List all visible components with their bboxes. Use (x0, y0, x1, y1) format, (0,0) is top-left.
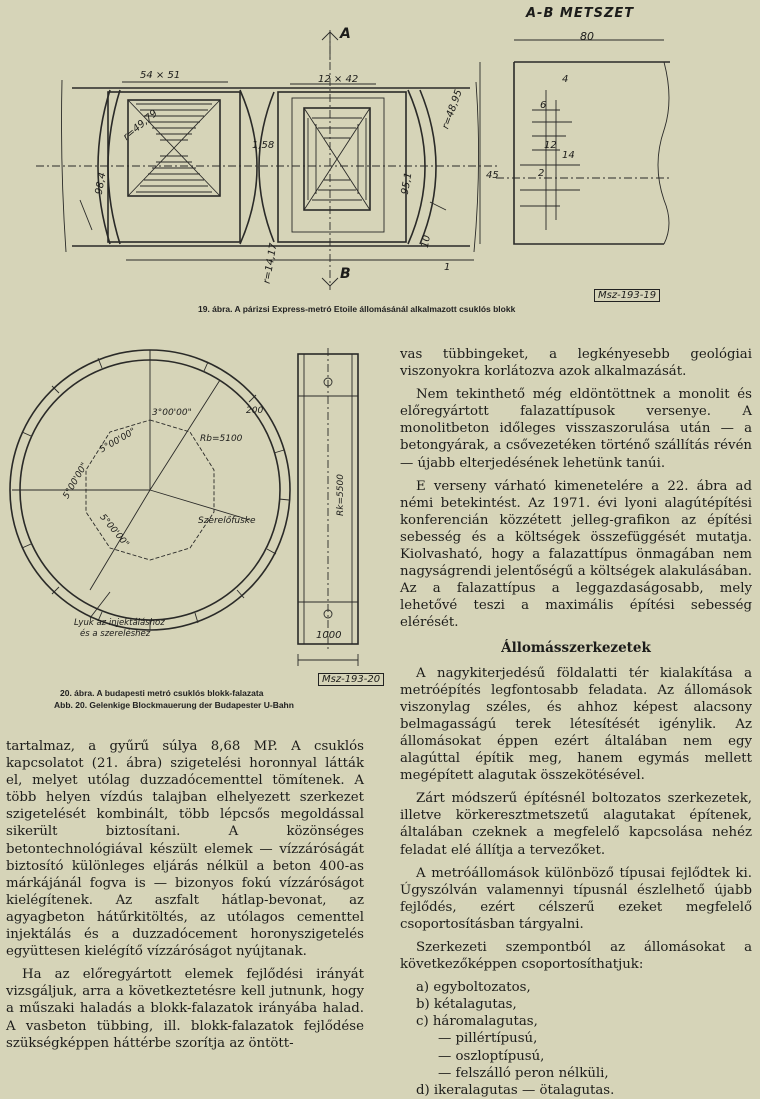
station-type-list (400, 979, 752, 1099)
section-title: A-B METSZET (526, 6, 635, 21)
hole-label: és a szereléshez (80, 629, 151, 639)
radius-label: r=14,17 (261, 242, 280, 285)
radius-label: r=49,79 (121, 108, 160, 143)
list-item: d) ikeralagutas — ötalagutas. (416, 1082, 615, 1098)
list-item: — oszloptípusú, (438, 1048, 545, 1064)
figure-caption: 19. ábra. A párizsi Express-metró Etoile állomásánál alkalmazott csuklós blokk (198, 304, 516, 314)
paragraph: A nagykiterjedésű földalatti tér kialakítása a metróépítés legfontosabb feladata. Az állomások viszonylag széles, és ahhoz képest alacsony belmagasságú terek létesítését igénylik. Az állomásokat éppen ezért általában nem egy alagúttal építik meg, hanem egymás mellett megépített alagutak összekötésével. (400, 665, 752, 784)
figure-20-drawing (0, 340, 400, 720)
hole-label: Lyuk az injektáláshoz (74, 618, 165, 628)
dim-label: 4 (562, 74, 569, 85)
angle-label: 5°00'00" (61, 461, 91, 501)
right-column (400, 346, 752, 1099)
paragraph: A metróállomások különböző típusai fejlődtek ki. Úgyszólván valamennyi típusnál észlelhető újabb fejlődés, ezért célszerű ezeket megfelelő csoportosításban tárgyalni. (400, 865, 752, 932)
paragraph: tartalmaz, a gyűrű súlya 8,68 MP. A csuklós kapcsolatot (21. ábra) szigetelési horonnyal látták el, melyet utólag duzzadócementtel tömítenek. A több helyen vízdús talajban elhelyezett szerkezet szigetelését kombinált, több lépcsős megoldással sikerült biztosítani. A közönséges betontechnológiával készült elemek — vízzáróságát biztosító különleges eljárás nélkül a beton 400-as márkájánál fogva is — bizonyos fokú vízzáróságot kielégítenek. Az aszfalt hátlap-bevonat, az agyagbeton hátűrkitöltés, az utólagos cementtel injektálás és a duzzadócement horonyszigetelés együttesen kielégítő vízzáróságot nyújtanak. (6, 739, 364, 960)
outer-radius-label: Rk=5500 (335, 474, 346, 516)
left-column (6, 738, 364, 1058)
paragraph: E verseny várható kimenetelére a 22. ábra ad némi betekintést. Az 1971. évi lyoni alagútépítési konferencián közzétett jelleg-grafikon az építési sebesség és a költségek összefüggését mutatja. Kiolvasható, hogy a falazattípus önmagában nem nagyságrendi jelentőségű a költségek alakulásában. Az a falazattípus a leggazdaságosabb, mely lehetővé teszi a maximális építési sebesség elérését. (400, 478, 752, 631)
list-item: a) egyboltozatos, (416, 980, 531, 996)
dim-label: 1 (444, 262, 451, 273)
section-heading: Állomásszerkezetek (501, 639, 651, 656)
figure-caption: 20. ábra. A budapesti metró csuklós blokk-falazata (60, 688, 264, 698)
list-item: b) kétalagutas, (416, 997, 517, 1013)
marker-a: A (340, 26, 351, 42)
dim-label: 12 × 42 (318, 74, 359, 85)
figure-stamp: Msz-193-19 (594, 289, 660, 302)
width-label: 1000 (316, 630, 342, 641)
list-item: — felszálló peron nélküli, (438, 1065, 609, 1081)
figure-20 (0, 340, 400, 720)
dim-label: 98,4 (93, 171, 109, 196)
list-item: c) háromalagutas, (416, 1014, 538, 1030)
dim-label: 45 (486, 170, 499, 181)
dim-label: 95,1 (399, 171, 415, 196)
radius-label: r=48,95 (440, 88, 465, 131)
paragraph: Szerkezeti szempontból az állomásokat a következőképpen csoportosíthatjuk: (400, 940, 752, 973)
dim-label: 1,58 (252, 140, 275, 151)
thickness-label: 200 (246, 406, 264, 416)
radius-label: Rb=5100 (200, 434, 243, 444)
dim-label: 2 (538, 168, 545, 179)
paragraph: Zárt módszerű építésnél boltozatos szerkezetek, illetve körkeresztmetszetű alagutakat építenek, általában czeknek a megfelelő kapcsolása nehéz feladat elé állítja a tervezőket. (400, 791, 752, 858)
figure-19-drawing (0, 0, 760, 320)
paragraph: vas tübbingeket, a legkényesebb geológiai viszonyokra korlátozva azok alkalmazását. (400, 347, 752, 380)
figure-stamp: Msz-193-20 (318, 673, 384, 686)
figure-19 (0, 0, 760, 320)
marker-b: B (340, 266, 351, 282)
dim-label: 6 (540, 100, 547, 111)
list-item: — pillértípusú, (438, 1031, 538, 1047)
figure-caption-german: Abb. 20. Gelenkige Blockmauerung der Budapester U-Bahn (54, 700, 294, 710)
paragraph: Ha az előregyártott elemek fejlődési irányát vizsgáljuk, arra a következtetésre kell jutnunk, hogy a műszaki haladás a blokk-falazatok irányába halad. A vasbeton tübbing, ill. blokk-falazatok fejlődése szükségképpen háttérbe szorítja az öntött- (6, 967, 364, 1051)
dim-label: 12 (544, 140, 557, 151)
angle-label: 5°00'00" (98, 426, 138, 456)
angle-label: 5°00'00" (97, 512, 131, 550)
dim-label: 14 (562, 150, 575, 161)
angle-label: 3°00'00" (152, 408, 192, 418)
dim-label: 54 × 51 (140, 70, 181, 81)
joint-label: Szerelőfüske (198, 516, 256, 526)
dim-label: 80 (580, 30, 594, 43)
paragraph: Nem tekinthető még eldöntöttnek a monolit és előregyártott falazattípusok versenye. A monolitbeton időleges visszaszorulása után — a betongyárak, a csővezetéken történő szállítás révén — újabb elterjedésének lehetünk tanúi. (400, 387, 752, 471)
dim-label: 10 (419, 234, 433, 249)
